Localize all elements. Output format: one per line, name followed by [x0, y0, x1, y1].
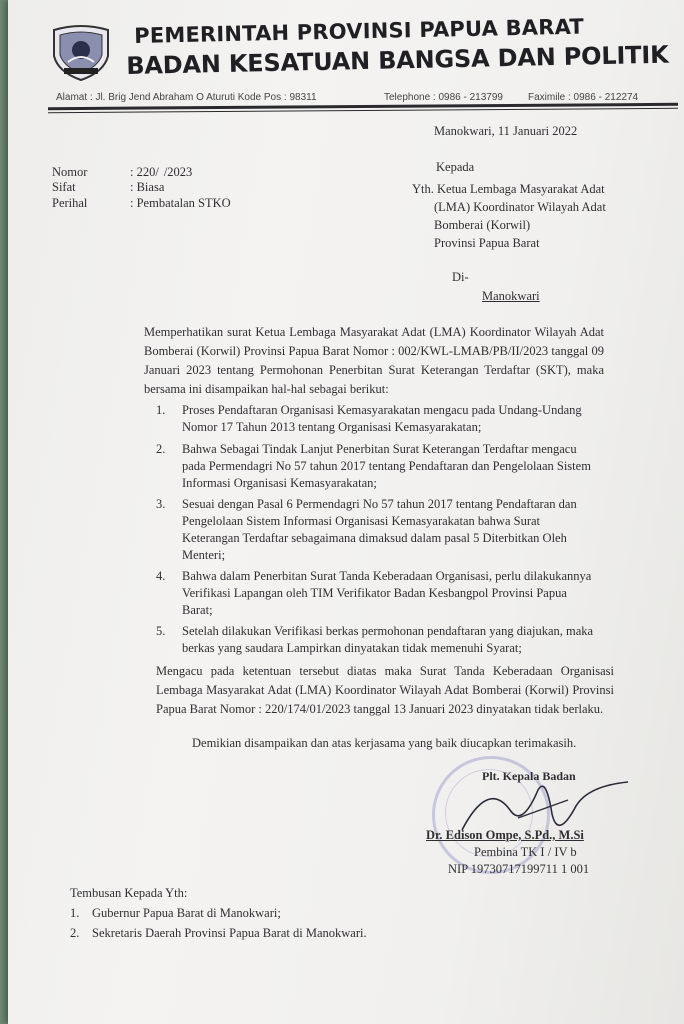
- sifat-label: Sifat: [52, 180, 76, 194]
- addressee-line: Yth. Ketua Lembaga Masyarakat Adat: [412, 182, 605, 196]
- point-line: Sesuai dengan Pasal 6 Permendagri No 57 tahun 2017 tentang Pendaftaran dan: [182, 497, 577, 511]
- signatory-nip: NIP 19730717199711 1 001: [448, 862, 590, 876]
- addressee-line: (LMA) Koordinator Wilayah Adat: [434, 200, 606, 214]
- faximile-text: Faximile : 0986 - 212274: [528, 92, 639, 103]
- nomor-label: Nomor: [52, 165, 88, 179]
- point-line: Setelah dilakukan Verifikasi berkas permohonan pendaftaran yang diajukan, maka: [182, 624, 594, 638]
- point-number: 5.: [156, 624, 166, 638]
- closing-sentence: Demikian disampaikan dan atas kerjasama yang baik diucapkan terimakasih.: [192, 736, 577, 750]
- point-line: Verifikasi Lapangan oleh TIM Verifikator Badan Kesbangpol Provinsi Papua: [182, 586, 567, 600]
- letter-date: Manokwari, 11 Januari 2022: [434, 124, 578, 138]
- point-number: 1.: [156, 403, 166, 417]
- point-line: Bahwa Sebagai Tindak Lanjut Penerbitan Surat Keterangan Terdaftar mengacu: [182, 442, 577, 456]
- papua-barat-emblem-logo: [48, 22, 114, 82]
- addressee-line: Bomberai (Korwil): [434, 218, 531, 232]
- signatory-rank: Pembina TK I / IV b: [474, 845, 577, 859]
- telephone-text: Telephone : 0986 - 213799: [384, 92, 503, 103]
- addressee-line: Provinsi Papua Barat: [434, 236, 540, 250]
- sifat-value: : Biasa: [130, 180, 165, 194]
- di-label: Di-: [452, 270, 469, 284]
- point-line: pada Permendagri No 57 tahun 2017 tentang Pendaftaran dan Pengelolaan Sistem: [182, 459, 591, 473]
- point-number: 2.: [156, 442, 166, 456]
- point-line: Menteri;: [182, 548, 226, 562]
- perihal-value: : Pembatalan STKO: [130, 196, 231, 210]
- tembusan-number: 1.: [70, 906, 80, 920]
- signatory-position: Plt. Kepala Badan: [482, 769, 576, 783]
- point-line: Barat;: [182, 603, 213, 617]
- point-line: Informasi Organisasi Kemasyarakatan;: [182, 476, 377, 490]
- conclusion-paragraph: Mengacu pada ketentuan tersebut diatas maka Surat Tanda Keberadaan Organisasi Lembaga Masyarakat Adat (LMA) Koordinator Wilayah Adat Bomberai (Korwil) Provinsi Papua Barat Nomor : 220/174/01/2023 tanggal 13 Januari 2023 dinyatakan tidak berlaku.: [156, 664, 614, 716]
- destination-city: Manokwari: [482, 289, 540, 303]
- nomor-value: : 220/ /2023: [130, 165, 193, 179]
- tembusan-item: Gubernur Papua Barat di Manokwari;: [92, 906, 281, 920]
- point-number: 4.: [156, 569, 166, 583]
- kepada-label: Kepada: [436, 160, 475, 174]
- signatory-name: Dr. Edison Ompe, S.Pd., M.Si: [426, 828, 584, 842]
- opening-paragraph: Memperhatikan surat Ketua Lembaga Masyarakat Adat (LMA) Koordinator Wilayah Adat Bomberai (Korwil) Provinsi Papua Barat Nomor : 002/KWL-LMAB/PB/II/2023 tanggal 09 Januari 2023 tentang Permohonan Penerbitan Surat Keterangan Terdaftar (SKT), maka bersama ini disampaikan hal-hal sebagai berikut:: [144, 325, 604, 396]
- point-line: Keterangan Terdaftar sebagaimana dimaksud dalam pasal 5 Diterbitkan Oleh: [182, 531, 567, 545]
- tembusan-title: Tembusan Kepada Yth:: [70, 886, 188, 900]
- point-line: Pengelolaan Sistem Informasi Organisasi Kemasyarakatan bahwa Surat: [182, 514, 541, 528]
- letter-page: [8, 0, 684, 1024]
- point-line: Nomor 17 Tahun 2013 tentang Organisasi Kemasyarakatan;: [182, 420, 482, 434]
- point-number: 3.: [156, 497, 166, 511]
- tembusan-number: 2.: [70, 926, 80, 940]
- address-text: Alamat : Jl. Brig Jend Abraham O Aturuti Kode Pos : 98311: [56, 92, 317, 103]
- tembusan-item: Sekretaris Daerah Provinsi Papua Barat di Manokwari.: [92, 926, 367, 940]
- kop-line-2: BADAN KESATUAN BANGSA DAN POLITIK: [126, 40, 669, 80]
- point-line: Proses Pendaftaran Organisasi Kemasyarakatan mengacu pada Undang-Undang: [182, 403, 582, 417]
- point-line: Bahwa dalam Penerbitan Surat Tanda Keberadaan Organisasi, perlu dilakukannya: [182, 569, 592, 583]
- kop-line-1: PEMERINTAH PROVINSI PAPUA BARAT: [134, 14, 585, 48]
- point-line: berkas yang saudara Lampirkan dinyatakan tidak memenuhi Syarat;: [182, 641, 522, 655]
- perihal-label: Perihal: [52, 196, 88, 210]
